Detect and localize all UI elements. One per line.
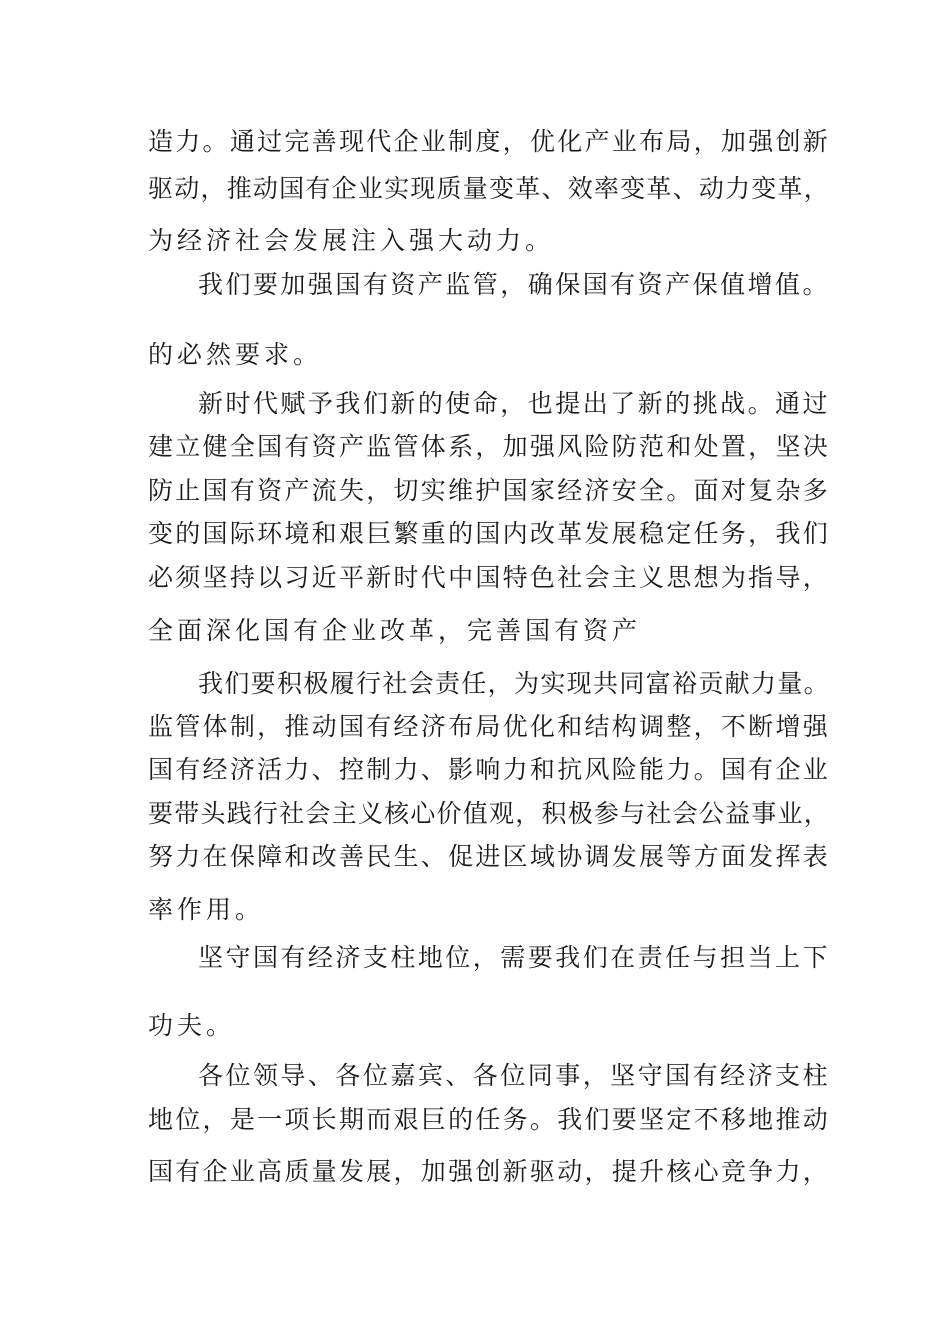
text-line: 的必然要求。 bbox=[148, 340, 323, 369]
text-line: 功夫。 bbox=[148, 1011, 236, 1040]
text-line: 坚守国有经济支柱地位，需要我们在责任与担当上下 bbox=[198, 943, 831, 972]
text-line: 防止国有资产流失，切实维护国家经济安全。面对复杂多 bbox=[148, 476, 831, 505]
text-line: 驱动，推动国有企业实现质量变革、效率变革、动力变革， bbox=[148, 174, 831, 203]
text-line: 率作用。 bbox=[148, 895, 265, 924]
text-line: 新时代赋予我们新的使命，也提出了新的挑战。通过 bbox=[198, 389, 831, 418]
text-line: 必须坚持以习近平新时代中国特色社会主义思想为指导， bbox=[148, 563, 831, 592]
text-line: 我们要加强国有资产监管，确保国有资产保值增值。 bbox=[198, 270, 831, 299]
text-line: 要带头践行社会主义核心价值观，积极参与社会公益事业， bbox=[148, 799, 831, 828]
text-line: 监管体制，推动国有经济布局优化和结构调整，不断增强 bbox=[148, 712, 831, 741]
text-line: 努力在保障和改善民生、促进区域协调发展等方面发挥表 bbox=[148, 842, 831, 871]
text-line: 各位领导、各位嘉宾、各位同事，坚守国有经济支柱 bbox=[198, 1061, 831, 1090]
text-line: 建立健全国有资产监管体系，加强风险防范和处置，坚决 bbox=[148, 432, 831, 461]
text-line: 我们要积极履行社会责任，为实现共同富裕贡献力量。 bbox=[198, 669, 831, 698]
text-line: 全面深化国有企业改革，完善国有资产 bbox=[148, 616, 642, 645]
text-line: 国有企业高质量发展，加强创新驱动，提升核心竞争力， bbox=[148, 1157, 831, 1186]
text-line: 为经济社会发展注入强大动力。 bbox=[148, 226, 555, 255]
text-line: 造力。通过完善现代企业制度，优化产业布局，加强创新 bbox=[148, 127, 831, 156]
text-line: 变的国际环境和艰巨繁重的国内改革发展稳定任务，我们 bbox=[148, 519, 831, 548]
text-line: 国有经济活力、控制力、影响力和抗风险能力。国有企业 bbox=[148, 755, 831, 784]
text-line: 地位，是一项长期而艰巨的任务。我们要坚定不移地推动 bbox=[148, 1105, 831, 1134]
